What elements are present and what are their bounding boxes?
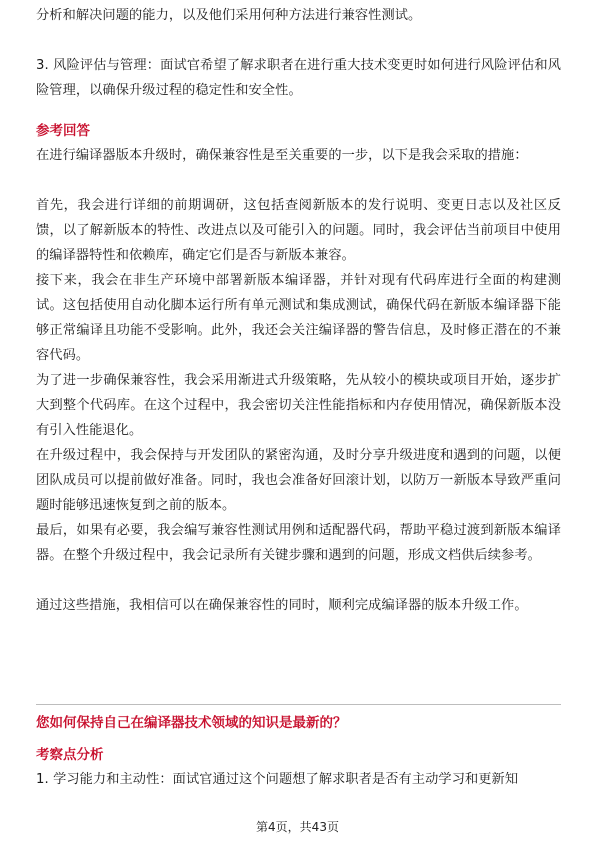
section-divider [36, 704, 561, 705]
paragraph-conclusion: 通过这些措施，我相信可以在确保兼容性的同时，顺利完成编译器的版本升级工作。 [36, 598, 528, 613]
paragraph-next: 接下来，我会在非生产环境中部署新版本编译器，并针对现有代码库进行全面的构建测试。这包括使用自动化脚本运行所有单元测试和集成测试，确保代码在新版本编译器下能够正常编译且功能不受影响。此外，我还会关注编译器的警告信息，及时修正潜在的不兼容代码。 [36, 273, 561, 363]
paragraph-communication: 在升级过程中，我会保持与开发团队的紧密沟通，及时分享升级进度和遇到的问题，以便团队成员可以提前做好准备。同时，我也会准备好回滚计划，以防万一新版本导致严重问题时能够迅速恢复到之前的版本。 [36, 448, 561, 513]
paragraph-finally: 最后，如果有必要，我会编写兼容性测试用例和适配器代码，帮助平稳过渡到新版本编译器。在整个升级过程中，我会记录所有关键步骤和遇到的问题，形成文档供后续参考。 [36, 523, 561, 563]
heading-analysis: 考察点分析 [36, 747, 104, 763]
heading-reference-answer: 参考回答 [36, 123, 90, 139]
paragraph-risk-assessment: 3. 风险评估与管理：面试官希望了解求职者在进行重大技术变更时如何进行风险评估和风险管理，以确保升级过程的稳定性和安全性。 [36, 58, 561, 98]
paragraph-learning-ability: 1. 学习能力和主动性：面试官通过这个问题想了解求职者是否有主动学习和更新知 [36, 772, 519, 787]
paragraph-continued: 分析和解决问题的能力，以及他们采用何种方法进行兼容性测试。 [36, 8, 422, 23]
paragraph-progressive: 为了进一步确保兼容性，我会采用渐进式升级策略，先从较小的模块或项目开始，逐步扩大到整个代码库。在这个过程中，我会密切关注性能指标和内存使用情况，确保新版本没有引入性能退化。 [36, 373, 561, 438]
question-heading: 您如何保持自己在编译器技术领域的知识是最新的？ [36, 715, 347, 731]
paragraph-intro: 在进行编译器版本升级时，确保兼容性是至关重要的一步，以下是我会采取的措施： [36, 148, 528, 163]
paragraph-first: 首先，我会进行详细的前期调研，这包括查阅新版本的发行说明、变更日志以及社区反馈，以了解新版本的特性、改进点以及可能引入的问题。同时，我会评估当前项目中使用的编译器特性和依赖库，确定它们是否与新版本兼容。 [36, 198, 561, 263]
page-footer: 第4页，共43页 [256, 820, 339, 834]
